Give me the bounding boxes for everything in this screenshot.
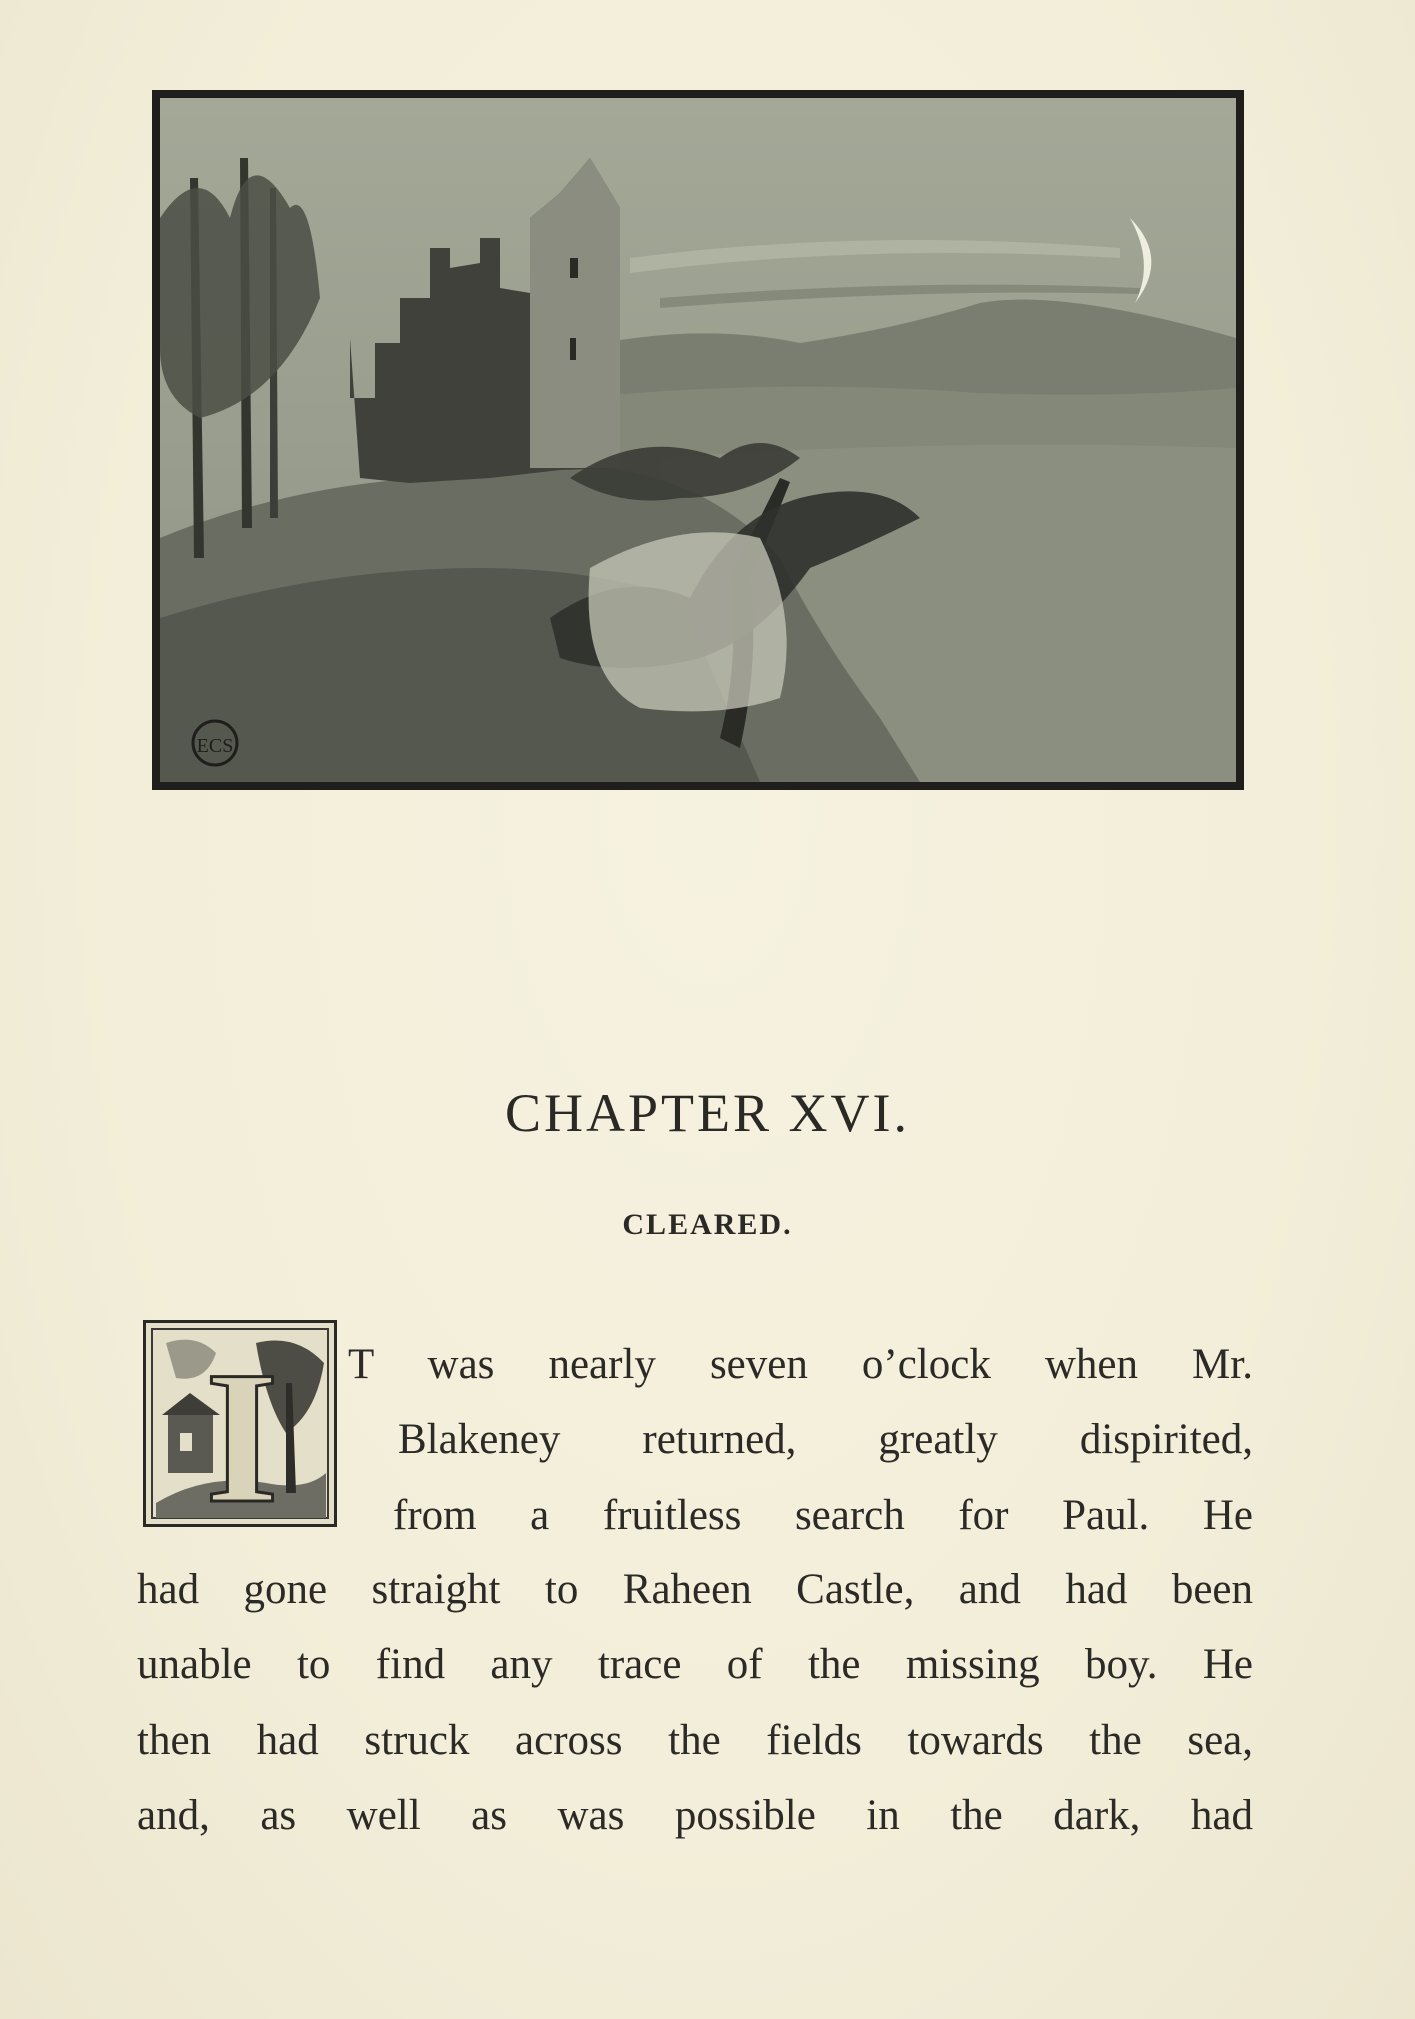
chapter-header-illustration: [152, 90, 1244, 790]
drop-cap-initial: [143, 1320, 337, 1527]
body-line: and, as well as was possible in the dark, had: [137, 1792, 1253, 1839]
drop-cap-letter: I: [205, 1333, 279, 1524]
chapter-title: CHAPTER XVI.: [504, 1083, 910, 1143]
body-line: T was nearly seven o’clock when Mr.: [348, 1341, 1253, 1388]
castle-landscape-image: [160, 98, 1236, 782]
body-line: from a fruitless search for Paul. He: [393, 1492, 1253, 1539]
body-line: had gone straight to Raheen Castle, and had been: [137, 1566, 1253, 1613]
drop-cap-ornament: [146, 1323, 334, 1524]
monogram-text: ECS: [196, 735, 234, 757]
body-line: then had struck across the fields towards the sea,: [137, 1717, 1253, 1764]
body-line: Blakeney returned, greatly dispirited,: [398, 1416, 1253, 1463]
body-line: unable to find any trace of the missing boy. He: [137, 1641, 1253, 1688]
chapter-subtitle: CLEARED.: [622, 1208, 793, 1241]
